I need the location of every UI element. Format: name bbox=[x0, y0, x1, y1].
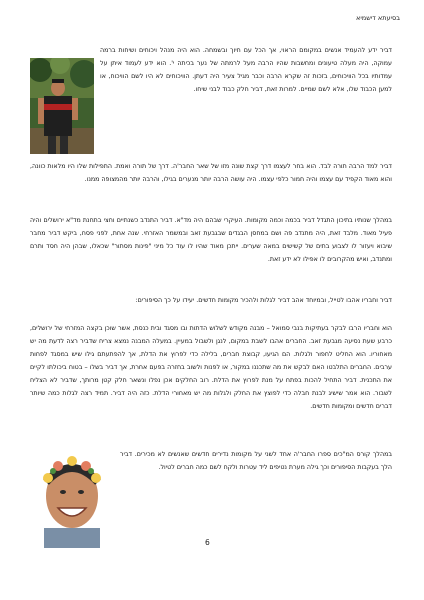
page-number: 6 bbox=[205, 538, 210, 547]
paragraph-6: במהלך קורס המ"כים ספרו החבר'ה אחד לשני על מקומות נדירים חדשים שאנשים לא מכירים. דביר הלך בעקבות הסיפורים וכך גילה מערת נטיפים ליד עטרות ולקח לשם כמה חברים לטיול. bbox=[120, 451, 392, 471]
photo-portrait-outdoors bbox=[30, 58, 94, 154]
paragraph-5: הוא וחבריו הרבו לבקר בעתיקות בנבי סמואל – מבנה מקודש לשלוש הדתות ובו מסגד ובית כנסת, אשר שוכן בקצה המזרחי של ירושלים, כרבע שעת נסיעה מגבעת זאב. החברים אהבו לשבת במקום, לנגן ולשבול במעיין. במעלה המבנה נמצא צריח שדביר רצה לדעת מה יש מאחוריו. הוא החליט לחפור ולגלות. הם הגיעו, קבוצת חברים, בלילה כדי לפרוץ את הדלת, אך להפתעתם גילו שיש במסגד לפחות ערבים. החברים התלבטו האם לבקש את מה שתכננו במקור, או לפנות ולשוב בחזרה בפעם אחרת, אך דביר בשלו – בטוח ביכולתו לקיים את התכנית. דביר התחיל להכות בפתח על מנת לפרוץ את הדלת. רוב החלקים אכן נפלו ונשאר חלק קטן מרותך, שדביר לא הצליח לשבור. הוא אמר שישיג לבנת חבלה כדי לפוצץ את החלק ולגלות מה יש מאחורי הדלת. כזה היה דביר. תמיד רצה לגלות כמה שיותר דברים חדשים ומקומות חדשים. bbox=[30, 325, 392, 410]
photo-portrait-smiling bbox=[30, 452, 114, 548]
paragraph-3: במהלך שנותיו בתיכון התגדל דביר בכמה וכמה מקומות. העיקרי שבהם היה מד"א. דביר התנדב כשנתיים וחצי בתחנת מד"א ירושלים והיה פעיל מאוד. מלבד זאת, היה מתנדב פה ושם במחסן הבגדים שבגבעת זאב ובמשמר האזרחי. שנה אחת, לפני פסח, ביקש דביר מחבר שיבוא ויעזור לו לצבוע בתים של קשישים במאה שערים. ייתכן מאוד שהיו לו עוד כל מיני "פינות מסתור" שכאלו, שבהן היה חסד ותרם ומתנדב, ואיש מהקרובים לו אפילו לא ידע זאת. bbox=[30, 217, 392, 263]
running-header: בסיעתא דישמיא bbox=[355, 14, 400, 22]
paragraph-4: דביר וחבריו אהבו לטייל, ובמיוחד אהב דביר לגלות ולהכיר מקומות חדשים. יעידו על כך הסיפורים: bbox=[135, 297, 392, 304]
portrait-smiling-image bbox=[30, 452, 114, 548]
portrait-outdoors-image bbox=[30, 58, 94, 154]
paragraph-1: דביר ידע להעמיד אנשים במקומם הראוי, אך הכל עם חיוך ובשמחה. הוא היה מנהל ויכוחים ושיחות ברמה עמוקה, היה מעלה טיעונים ומחשבות שהיו הרבה מעל לרמתה של נער בכיתה י'. הוא ידע לעמוד איתן על עמדותיו בכל הוויכוחים, בזכות זה שקרא הרבה וכבר מגיל צעיר היה דעתן. הוויכוחים לא היו לשם הוויכוח, או למען הכבוד שלו, אלא לשם שמיים. למרות זאת, דביר חלק כבוד לבני שיחו. bbox=[100, 47, 392, 93]
paragraph-2: דביר למד הרבה תורה לבד. הוא בחר לעצמו דרך קצת שונה מזו של שאר החבר'ה. דרך של תורה ואמת. התפילות שלו היו מלאות כוונה, והוא מאוד הקפיד עם עצמו והיה חמור כלפי עצמו. היה עושה הרבה יותר מנערים בגילו, והרבה יותר מהמצופה ממנו. bbox=[30, 163, 392, 183]
